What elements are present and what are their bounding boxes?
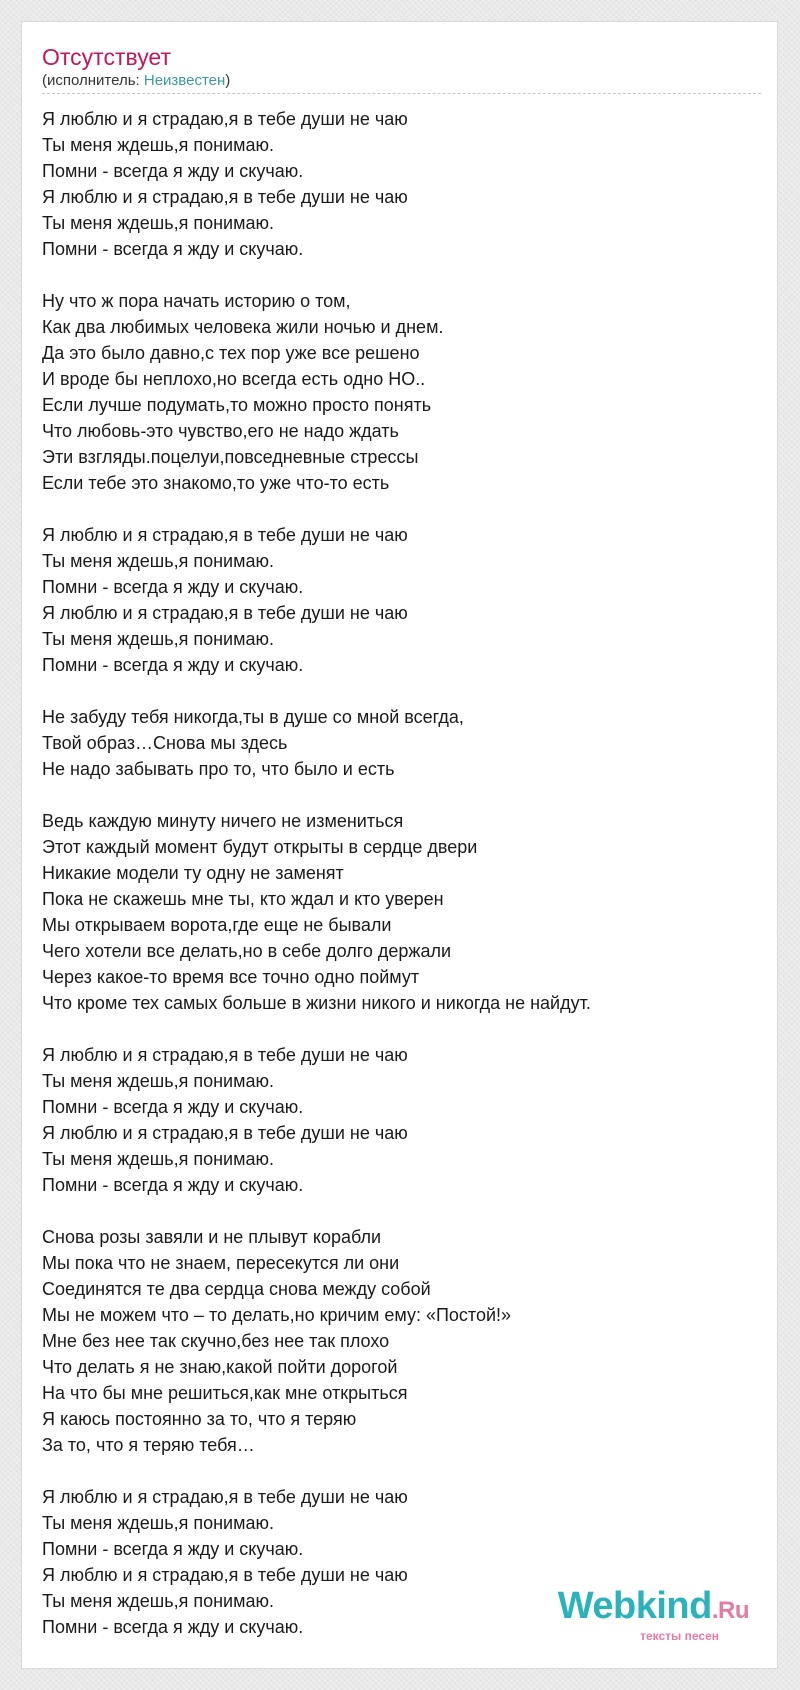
lyric-line: Я люблю и я страдаю,я в тебе души не чаю bbox=[42, 109, 408, 129]
lyrics-stanza bbox=[42, 704, 742, 782]
lyric-line: Я люблю и я страдаю,я в тебе души не чаю bbox=[42, 1123, 408, 1143]
lyric-line: Эти взгляды.поцелуи,повседневные стрессы bbox=[42, 447, 419, 467]
lyric-line: Пока не скажешь мне ты, кто ждал и кто уверен bbox=[42, 889, 444, 909]
lyric-line: Помни - всегда я жду и скучаю. bbox=[42, 577, 304, 597]
lyric-line: Я люблю и я страдаю,я в тебе души не чаю bbox=[42, 1487, 408, 1507]
lyrics-stanza bbox=[42, 288, 742, 496]
lyric-line: Ты меня ждешь,я понимаю. bbox=[42, 551, 274, 571]
lyrics-stanza bbox=[42, 106, 742, 262]
lyric-line: Этот каждый момент будут открыты в сердце двери bbox=[42, 837, 478, 857]
lyric-line: За то, что я теряю тебя… bbox=[42, 1435, 255, 1455]
lyric-line: Мне без нее так скучно,без нее так плохо bbox=[42, 1331, 390, 1351]
lyrics-card bbox=[21, 21, 778, 1669]
lyric-line: Мы пока что не знаем, пересекутся ли они bbox=[42, 1253, 400, 1273]
lyric-line: Ты меня ждешь,я понимаю. bbox=[42, 1071, 274, 1091]
lyric-line: Ведь каждую минуту ничего не измениться bbox=[42, 811, 404, 831]
lyric-line: На что бы мне решиться,как мне открыться bbox=[42, 1383, 408, 1403]
lyric-line: Ты меня ждешь,я понимаю. bbox=[42, 1149, 274, 1169]
lyric-line: Помни - всегда я жду и скучаю. bbox=[42, 1539, 304, 1559]
lyric-line: Как два любимых человека жили ночью и днем. bbox=[42, 317, 444, 337]
artist-line bbox=[42, 72, 230, 90]
lyric-line: Помни - всегда я жду и скучаю. bbox=[42, 1175, 304, 1195]
lyric-line: Помни - всегда я жду и скучаю. bbox=[42, 239, 304, 259]
lyric-line: Если лучше подумать,то можно просто понять bbox=[42, 395, 432, 415]
lyric-line: Я люблю и я страдаю,я в тебе души не чаю bbox=[42, 525, 408, 545]
lyrics-body bbox=[42, 106, 742, 1666]
lyric-line: Помни - всегда я жду и скучаю. bbox=[42, 1617, 304, 1637]
song-title: Отсутствует bbox=[42, 44, 171, 70]
header-divider bbox=[42, 93, 761, 94]
lyric-line: Я каюсь постоянно за то, что я теряю bbox=[42, 1409, 357, 1429]
lyric-line: Ты меня ждешь,я понимаю. bbox=[42, 629, 274, 649]
lyric-line: Твой образ…Снова мы здесь bbox=[42, 733, 288, 753]
lyric-line: Помни - всегда я жду и скучаю. bbox=[42, 161, 304, 181]
site-logo[interactable] bbox=[558, 1587, 749, 1642]
lyric-line: Я люблю и я страдаю,я в тебе души не чаю bbox=[42, 603, 408, 623]
lyric-line: Через какое-то время все точно одно поймут bbox=[42, 967, 420, 987]
lyric-line: Помни - всегда я жду и скучаю. bbox=[42, 655, 304, 675]
lyric-line: Снова розы завяли и не плывут корабли bbox=[42, 1227, 382, 1247]
artist-prefix: (исполнитель: bbox=[42, 72, 144, 89]
lyrics-stanza bbox=[42, 1224, 742, 1458]
lyric-line: Что кроме тех самых больше в жизни никого и никогда не найдут. bbox=[42, 993, 591, 1013]
logo-wordmark bbox=[558, 1587, 749, 1630]
logo-suffix: .Ru bbox=[711, 1597, 749, 1624]
lyric-line: Не надо забывать про то, что было и есть bbox=[42, 759, 395, 779]
lyric-line: Ты меня ждешь,я понимаю. bbox=[42, 1591, 274, 1611]
lyric-line: Я люблю и я страдаю,я в тебе души не чаю bbox=[42, 187, 408, 207]
lyric-line: Не забуду тебя никогда,ты в душе со мной всегда, bbox=[42, 707, 464, 727]
lyric-line: Ты меня ждешь,я понимаю. bbox=[42, 135, 274, 155]
artist-suffix: ) bbox=[225, 72, 231, 89]
lyric-line: Ну что ж пора начать историю о том, bbox=[42, 291, 351, 311]
lyric-line: Мы не можем что – то делать,но кричим ему: «Постой!» bbox=[42, 1305, 512, 1325]
lyric-line: Ты меня ждешь,я понимаю. bbox=[42, 1513, 274, 1533]
lyric-line: Мы открываем ворота,где еще не бывали bbox=[42, 915, 392, 935]
logo-name: Webkind bbox=[557, 1585, 712, 1627]
lyrics-stanza bbox=[42, 808, 742, 1016]
lyric-line: И вроде бы неплохо,но всегда есть одно НО.. bbox=[42, 369, 426, 389]
lyric-line: Да это было давно,с тех пор уже все решено bbox=[42, 343, 420, 363]
lyrics-stanza bbox=[42, 1042, 742, 1198]
lyric-line: Ты меня ждешь,я понимаю. bbox=[42, 213, 274, 233]
lyric-line: Если тебе это знакомо,то уже что-то есть bbox=[42, 473, 390, 493]
lyric-line: Что делать я не знаю,какой пойти дорогой bbox=[42, 1357, 398, 1377]
lyric-line: Я люблю и я страдаю,я в тебе души не чаю bbox=[42, 1045, 408, 1065]
lyric-line: Соединятся те два сердца снова между собой bbox=[42, 1279, 431, 1299]
lyric-line: Чего хотели все делать,но в себе долго держали bbox=[42, 941, 452, 961]
lyric-line: Никакие модели ту одну не заменят bbox=[42, 863, 344, 883]
lyrics-stanza bbox=[42, 522, 742, 678]
lyric-line: Я люблю и я страдаю,я в тебе души не чаю bbox=[42, 1565, 408, 1585]
logo-tagline: тексты песен bbox=[640, 1629, 719, 1643]
artist-link[interactable]: Неизвестен bbox=[143, 72, 226, 89]
lyric-line: Помни - всегда я жду и скучаю. bbox=[42, 1097, 304, 1117]
lyric-line: Что любовь-это чувство,его не надо ждать bbox=[42, 421, 399, 441]
